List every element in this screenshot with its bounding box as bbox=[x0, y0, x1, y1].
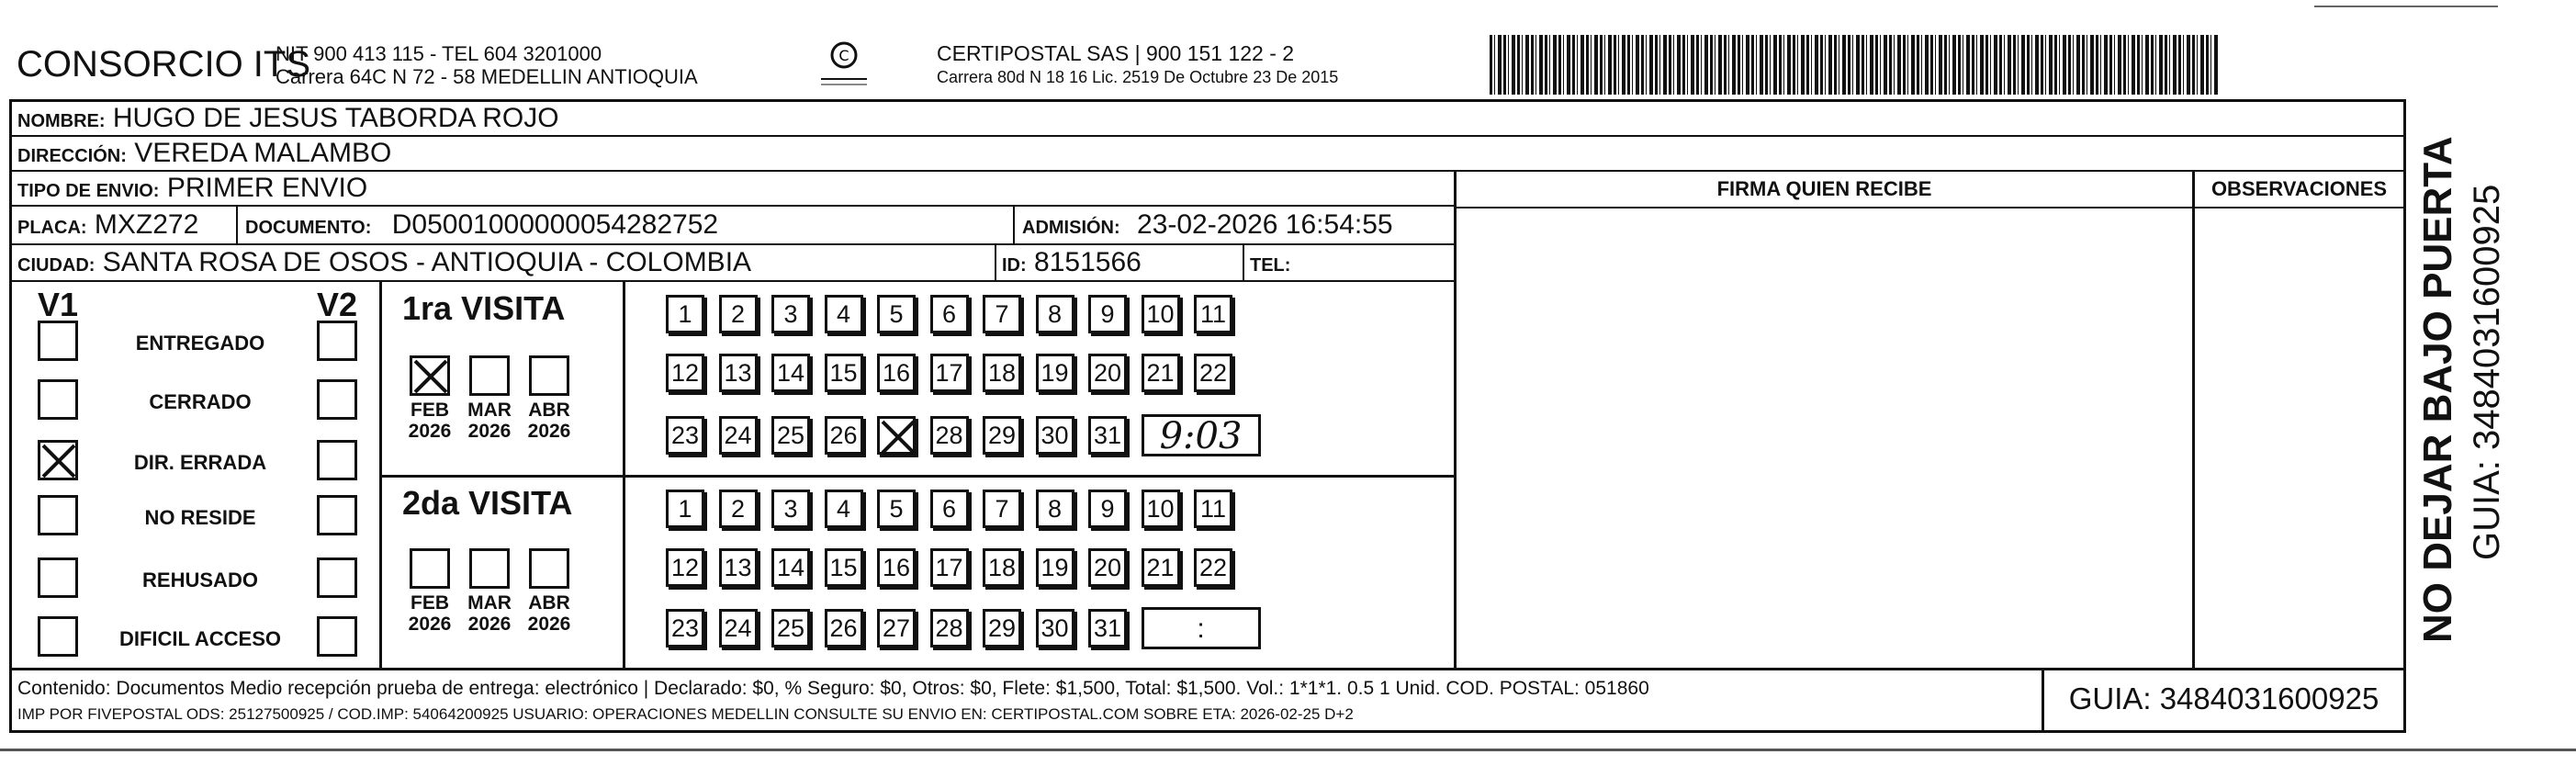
admision-label: ADMISIÓN: bbox=[1022, 218, 1120, 238]
visit1-month-checkbox[interactable] bbox=[410, 355, 450, 396]
visit2-day-box[interactable]: 20 bbox=[1088, 548, 1127, 587]
direccion-label: DIRECCIÓN: bbox=[17, 146, 127, 166]
visit-separator bbox=[379, 475, 1454, 478]
visit2-day-box[interactable]: 29 bbox=[983, 609, 1021, 648]
visit2-day-box[interactable]: 24 bbox=[719, 609, 758, 648]
row-tipo bbox=[12, 172, 1454, 207]
carrier-address: Carrera 80d N 18 16 Lic. 2519 De Octubre 23 De 2015 bbox=[937, 68, 1339, 86]
visit1-day-box[interactable]: 4 bbox=[825, 295, 863, 333]
v2-checkbox[interactable] bbox=[317, 616, 357, 657]
row-ciudad bbox=[12, 245, 1454, 282]
visit1-day-box[interactable]: 24 bbox=[719, 416, 758, 455]
visit2-day-box[interactable]: 22 bbox=[1194, 548, 1232, 587]
visit2-time-box[interactable]: : bbox=[1142, 607, 1261, 649]
admision-field bbox=[1013, 207, 1393, 245]
ciudad-field bbox=[17, 245, 751, 282]
v1-checkbox[interactable] bbox=[38, 495, 78, 535]
row-nombre bbox=[12, 102, 2403, 137]
visit2-day-box[interactable]: 7 bbox=[983, 490, 1021, 528]
visit1-day-box[interactable]: 2 bbox=[719, 295, 758, 333]
visit1-day-box[interactable]: 25 bbox=[771, 416, 810, 455]
footer-line1: Contenido: Documentos Medio recepción prueba de entrega: electrónico | Declarado: $0, % Seguro: $0, Otros: $0, Flete: $1,500, Total: $1,500. Vol.: 1*1*1. 0.5 1 Unid. COD. POSTAL: 051860 bbox=[17, 678, 1649, 699]
documento-value: D05001000000054282752 bbox=[391, 209, 719, 240]
visit1-day-box[interactable]: 1 bbox=[666, 295, 704, 333]
v2-checkbox[interactable] bbox=[317, 557, 357, 598]
v1-checkbox[interactable] bbox=[38, 440, 78, 480]
visit1-day-box[interactable]: 21 bbox=[1142, 354, 1180, 392]
visit2-day-box[interactable]: 3 bbox=[771, 490, 810, 528]
visit1-day-box[interactable]: 29 bbox=[983, 416, 1021, 455]
v2-checkbox[interactable] bbox=[317, 321, 357, 361]
documento-field bbox=[236, 207, 718, 245]
id-field bbox=[995, 245, 1142, 282]
id-value: 8151566 bbox=[1034, 247, 1142, 277]
v1-checkbox[interactable] bbox=[38, 379, 78, 420]
visit2-day-box[interactable]: 13 bbox=[719, 548, 758, 587]
status-label: CERRADO bbox=[149, 390, 252, 413]
side-guia: GUIA: 3484031600925 bbox=[2467, 184, 2507, 560]
visit2-day-box[interactable]: 30 bbox=[1036, 609, 1074, 648]
visit1-day-box[interactable]: 5 bbox=[877, 295, 916, 333]
scan-edge-top bbox=[2314, 6, 2498, 7]
company-address: Carrera 64C N 72 - 58 MEDELLIN ANTIOQUIA bbox=[276, 65, 698, 88]
visit1-day-box[interactable]: 6 bbox=[930, 295, 969, 333]
visit1-month-checkbox[interactable] bbox=[529, 355, 569, 396]
row-direccion bbox=[12, 137, 2403, 172]
visit2-day-box[interactable]: 4 bbox=[825, 490, 863, 528]
v2-checkbox[interactable] bbox=[317, 379, 357, 420]
footer-guia: GUIA: 3484031600925 bbox=[2042, 670, 2403, 730]
visit2-month-checkbox[interactable] bbox=[469, 548, 510, 589]
visit1-title: 1ra VISITA bbox=[402, 289, 566, 327]
v2-checkbox[interactable] bbox=[317, 440, 357, 480]
visit2-day-box[interactable]: 11 bbox=[1194, 490, 1232, 528]
visit2-month-checkbox[interactable] bbox=[529, 548, 569, 589]
visit1-day-box[interactable]: 13 bbox=[719, 354, 758, 392]
visit2-day-box[interactable]: 10 bbox=[1142, 490, 1180, 528]
visit1-day-box[interactable]: 11 bbox=[1194, 295, 1232, 333]
status-label: ENTREGADO bbox=[135, 332, 265, 355]
visit1-day-box[interactable]: 3 bbox=[771, 295, 810, 333]
visit2-day-box[interactable]: 23 bbox=[666, 609, 704, 648]
nombre-value: HUGO DE JESUS TABORDA ROJO bbox=[112, 103, 559, 133]
documento-label: DOCUMENTO: bbox=[245, 218, 372, 238]
visit2-day-box[interactable]: 8 bbox=[1036, 490, 1074, 528]
visit1-day-box[interactable]: 17 bbox=[930, 354, 969, 392]
firma-label: FIRMA QUIEN RECIBE bbox=[1457, 172, 2192, 208]
info-section bbox=[12, 102, 1454, 282]
v1-checkbox[interactable] bbox=[38, 321, 78, 361]
placa-field bbox=[17, 207, 198, 245]
tel-label: TEL: bbox=[1250, 255, 1291, 276]
ciudad-value: SANTA ROSA DE OSOS - ANTIOQUIA - COLOMBIA bbox=[102, 247, 752, 277]
visit2-title: 2da VISITA bbox=[402, 484, 573, 522]
v1-heading: V1 bbox=[38, 286, 79, 323]
company-nit: NIT 900 413 115 - TEL 604 3201000 bbox=[276, 42, 602, 65]
tipo-label: TIPO DE ENVIO: bbox=[17, 181, 160, 201]
direccion-value: VEREDA MALAMBO bbox=[134, 138, 392, 168]
svg-text:C: C bbox=[838, 47, 849, 64]
visit1-day-box[interactable]: 14 bbox=[771, 354, 810, 392]
visit1-month-label: FEB 2026 bbox=[408, 400, 452, 442]
visit1-day-box[interactable]: 8 bbox=[1036, 295, 1074, 333]
visit2-day-box[interactable]: 5 bbox=[877, 490, 916, 528]
visit2-day-box[interactable]: 28 bbox=[930, 609, 969, 648]
visit1-day-box[interactable]: 31 bbox=[1088, 416, 1127, 455]
visit2-day-box[interactable]: 25 bbox=[771, 609, 810, 648]
visit1-day-box[interactable] bbox=[877, 416, 916, 455]
visit2-day-box[interactable]: 2 bbox=[719, 490, 758, 528]
status-block bbox=[12, 282, 1454, 668]
v1-checkbox[interactable] bbox=[38, 557, 78, 598]
visit2-month-label: ABR 2026 bbox=[527, 592, 571, 635]
status-label: REHUSADO bbox=[142, 569, 258, 591]
visit2-day-box[interactable]: 19 bbox=[1036, 548, 1074, 587]
footer-area bbox=[12, 668, 2403, 730]
v2-checkbox[interactable] bbox=[317, 495, 357, 535]
visit2-month-label: FEB 2026 bbox=[408, 592, 452, 635]
carrier-name: CERTIPOSTAL SAS | 900 151 122 - 2 bbox=[937, 41, 1295, 65]
firma-column bbox=[1454, 172, 2195, 668]
barcode bbox=[1490, 35, 2220, 95]
visit2-day-box[interactable]: 17 bbox=[930, 548, 969, 587]
visit2-month-checkbox[interactable] bbox=[410, 548, 450, 589]
visit2-month-label: MAR 2026 bbox=[467, 592, 512, 635]
visit2-day-box[interactable]: 6 bbox=[930, 490, 969, 528]
visit2-day-box[interactable]: 27 bbox=[877, 609, 916, 648]
status-label: DIFICIL ACCESO bbox=[118, 627, 281, 650]
visit2-day-box[interactable]: 18 bbox=[983, 548, 1021, 587]
visit1-day-box[interactable]: 19 bbox=[1036, 354, 1074, 392]
visit1-day-box[interactable]: 20 bbox=[1088, 354, 1127, 392]
visit2-day-box[interactable]: 14 bbox=[771, 548, 810, 587]
visit1-day-box[interactable]: 28 bbox=[930, 416, 969, 455]
placa-label: PLACA: bbox=[17, 218, 87, 238]
certipostal-logo-icon bbox=[812, 39, 876, 90]
visit1-day-box[interactable]: 15 bbox=[825, 354, 863, 392]
visit1-day-box[interactable]: 22 bbox=[1194, 354, 1232, 392]
visit1-month-label: ABR 2026 bbox=[527, 400, 571, 442]
visit2-day-box[interactable]: 31 bbox=[1088, 609, 1127, 648]
v2-heading: V2 bbox=[317, 286, 358, 323]
status-label: NO RESIDE bbox=[144, 506, 256, 529]
visit1-day-box[interactable]: 30 bbox=[1036, 416, 1074, 455]
visit1-day-box[interactable]: 10 bbox=[1142, 295, 1180, 333]
visit1-day-box[interactable]: 23 bbox=[666, 416, 704, 455]
nombre-label: NOMBRE: bbox=[17, 111, 106, 131]
visit2-day-box[interactable]: 12 bbox=[666, 548, 704, 587]
visit2-day-box[interactable]: 16 bbox=[877, 548, 916, 587]
v1-checkbox[interactable] bbox=[38, 616, 78, 657]
visit1-day-box[interactable]: 12 bbox=[666, 354, 704, 392]
visit1-day-box[interactable]: 18 bbox=[983, 354, 1021, 392]
footer-line2: IMP POR FIVEPOSTAL ODS: 25127500925 / COD.IMP: 54064200925 USUARIO: OPERACIONES MEDELLIN CONSULTE SU ENVIO EN: CERTIPOSTAL.COM SOBRE ETA: 2026-02-25 D+2 bbox=[17, 705, 1354, 723]
visit1-day-box[interactable]: 16 bbox=[877, 354, 916, 392]
row-placa bbox=[12, 207, 1454, 245]
ciudad-label: CIUDAD: bbox=[17, 255, 96, 276]
visit2-day-box[interactable]: 15 bbox=[825, 548, 863, 587]
tel-field bbox=[1243, 245, 1290, 282]
id-label: ID: bbox=[1002, 255, 1027, 276]
observaciones-column bbox=[2195, 172, 2403, 668]
no-dejar-warning: NO DEJAR BAJO PUERTA bbox=[2415, 136, 2460, 643]
scan-edge bbox=[0, 749, 2576, 751]
visit1-month-checkbox[interactable] bbox=[469, 355, 510, 396]
visit1-day-box[interactable]: 9 bbox=[1088, 295, 1127, 333]
tipo-value: PRIMER ENVIO bbox=[166, 173, 368, 203]
company-name: CONSORCIO ITS bbox=[17, 44, 311, 84]
visit2-day-box[interactable]: 9 bbox=[1088, 490, 1127, 528]
visit1-time-box[interactable]: 9:03 bbox=[1142, 414, 1261, 456]
observaciones-label: OBSERVACIONES bbox=[2195, 172, 2403, 208]
visit2-day-box[interactable]: 26 bbox=[825, 609, 863, 648]
visit2-day-box[interactable]: 21 bbox=[1142, 548, 1180, 587]
visit1-day-box[interactable]: 26 bbox=[825, 416, 863, 455]
placa-value: MXZ272 bbox=[94, 209, 199, 240]
visit1-day-box[interactable]: 7 bbox=[983, 295, 1021, 333]
visit2-day-box[interactable]: 1 bbox=[666, 490, 704, 528]
admision-value: 23-02-2026 16:54:55 bbox=[1137, 209, 1393, 240]
status-label: DIR. ERRADA bbox=[133, 451, 267, 474]
visit1-month-label: MAR 2026 bbox=[467, 400, 512, 442]
